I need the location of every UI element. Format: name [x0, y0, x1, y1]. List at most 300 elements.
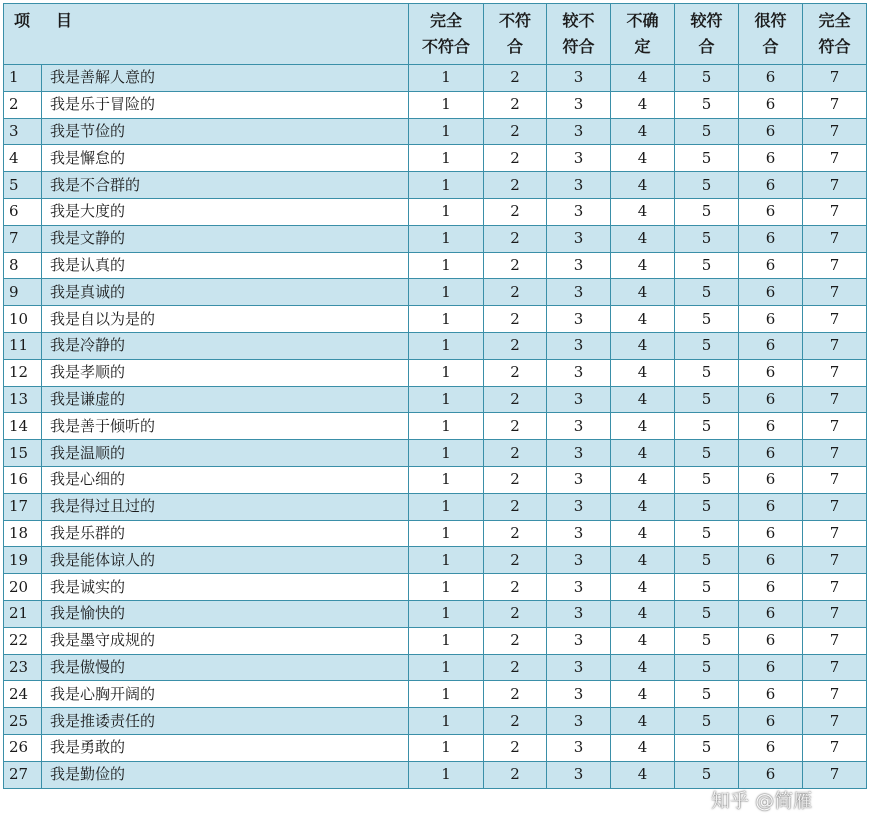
table-row — [4, 574, 867, 601]
scale-option-5[interactable]: 5 — [675, 279, 739, 306]
header-scale-6-line1: 很符 — [754, 11, 787, 30]
scale-option-2[interactable]: 2 — [484, 252, 547, 279]
scale-option-2[interactable]: 2 — [484, 172, 547, 199]
scale-option-2[interactable]: 2 — [484, 306, 547, 333]
scale-option-3[interactable]: 3 — [547, 386, 611, 413]
scale-option-5[interactable]: 5 — [675, 306, 739, 333]
row-item-text: 我是心胸开阔的 — [42, 681, 409, 708]
scale-option-7[interactable]: 7 — [803, 91, 867, 118]
scale-option-2[interactable]: 2 — [484, 145, 547, 172]
scale-option-7[interactable]: 7 — [803, 466, 867, 493]
scale-option-1[interactable]: 1 — [409, 547, 484, 574]
row-number: 17 — [4, 493, 42, 520]
scale-option-1[interactable]: 1 — [409, 761, 484, 788]
row-number: 4 — [4, 145, 42, 172]
scale-option-4[interactable]: 4 — [611, 145, 675, 172]
row-number: 15 — [4, 440, 42, 467]
scale-option-5[interactable]: 5 — [675, 734, 739, 761]
scale-option-5[interactable]: 5 — [675, 172, 739, 199]
scale-option-4[interactable]: 4 — [611, 413, 675, 440]
scale-option-4[interactable]: 4 — [611, 65, 675, 92]
scale-option-4[interactable]: 4 — [611, 386, 675, 413]
scale-option-5[interactable]: 5 — [675, 198, 739, 225]
scale-option-6[interactable]: 6 — [739, 734, 803, 761]
scale-option-6[interactable]: 6 — [739, 761, 803, 788]
header-scale-2-line1: 不符 — [499, 11, 532, 30]
row-number: 3 — [4, 118, 42, 145]
scale-option-1[interactable]: 1 — [409, 627, 484, 654]
scale-option-1[interactable]: 1 — [409, 172, 484, 199]
row-item-text: 我是文静的 — [42, 225, 409, 252]
scale-option-6[interactable]: 6 — [739, 65, 803, 92]
scale-option-3[interactable]: 3 — [547, 332, 611, 359]
scale-option-3[interactable]: 3 — [547, 359, 611, 386]
scale-option-1[interactable]: 1 — [409, 708, 484, 735]
scale-option-1[interactable]: 1 — [409, 252, 484, 279]
scale-option-5[interactable]: 5 — [675, 761, 739, 788]
scale-option-7[interactable]: 7 — [803, 65, 867, 92]
scale-option-2[interactable]: 2 — [484, 708, 547, 735]
scale-option-5[interactable]: 5 — [675, 547, 739, 574]
scale-option-2[interactable]: 2 — [484, 761, 547, 788]
scale-option-5[interactable]: 5 — [675, 440, 739, 467]
row-item-text: 我是墨守成规的 — [42, 627, 409, 654]
row-number: 2 — [4, 91, 42, 118]
row-number: 21 — [4, 600, 42, 627]
header-scale-4-line1: 不确 — [626, 11, 659, 30]
scale-option-6[interactable]: 6 — [739, 654, 803, 681]
row-item-text: 我是谦虚的 — [42, 386, 409, 413]
row-item-text: 我是节俭的 — [42, 118, 409, 145]
scale-option-4[interactable]: 4 — [611, 252, 675, 279]
scale-option-3[interactable]: 3 — [547, 413, 611, 440]
row-item-text: 我是诚实的 — [42, 574, 409, 601]
scale-option-6[interactable]: 6 — [739, 172, 803, 199]
scale-option-6[interactable]: 6 — [739, 681, 803, 708]
scale-option-5[interactable]: 5 — [675, 332, 739, 359]
scale-option-7[interactable]: 7 — [803, 761, 867, 788]
table-row — [4, 681, 867, 708]
header-scale-4 — [611, 4, 675, 65]
scale-option-6[interactable]: 6 — [739, 306, 803, 333]
header-item-b: 目 — [56, 11, 73, 30]
scale-option-5[interactable]: 5 — [675, 708, 739, 735]
row-item-text: 我是勤俭的 — [42, 761, 409, 788]
header-scale-5 — [675, 4, 739, 65]
table-body — [4, 65, 867, 789]
header-scale-2 — [484, 4, 547, 65]
row-number: 27 — [4, 761, 42, 788]
row-item-text: 我是善于倾听的 — [42, 413, 409, 440]
scale-option-6[interactable]: 6 — [739, 440, 803, 467]
scale-option-7[interactable]: 7 — [803, 386, 867, 413]
scale-option-4[interactable]: 4 — [611, 493, 675, 520]
row-number: 13 — [4, 386, 42, 413]
table-row — [4, 306, 867, 333]
scale-option-1[interactable]: 1 — [409, 225, 484, 252]
scale-option-5[interactable]: 5 — [675, 600, 739, 627]
scale-option-2[interactable]: 2 — [484, 440, 547, 467]
scale-option-4[interactable]: 4 — [611, 627, 675, 654]
header-scale-2-line2: 合 — [507, 37, 524, 56]
scale-option-4[interactable]: 4 — [611, 332, 675, 359]
scale-option-4[interactable]: 4 — [611, 708, 675, 735]
table-row — [4, 493, 867, 520]
scale-option-5[interactable]: 5 — [675, 252, 739, 279]
scale-option-3[interactable]: 3 — [547, 547, 611, 574]
scale-option-3[interactable]: 3 — [547, 306, 611, 333]
scale-option-5[interactable]: 5 — [675, 627, 739, 654]
scale-option-7[interactable]: 7 — [803, 332, 867, 359]
table-row — [4, 145, 867, 172]
scale-option-5[interactable]: 5 — [675, 413, 739, 440]
scale-option-6[interactable]: 6 — [739, 198, 803, 225]
scale-option-6[interactable]: 6 — [739, 627, 803, 654]
scale-option-1[interactable]: 1 — [409, 440, 484, 467]
personality-questionnaire-table — [3, 3, 867, 789]
scale-option-7[interactable]: 7 — [803, 413, 867, 440]
scale-option-1[interactable]: 1 — [409, 413, 484, 440]
table-row — [4, 520, 867, 547]
table-row — [4, 734, 867, 761]
scale-option-2[interactable]: 2 — [484, 654, 547, 681]
scale-option-2[interactable]: 2 — [484, 332, 547, 359]
scale-option-4[interactable]: 4 — [611, 547, 675, 574]
scale-option-1[interactable]: 1 — [409, 332, 484, 359]
scale-option-3[interactable]: 3 — [547, 520, 611, 547]
header-scale-7-line2: 符合 — [818, 37, 851, 56]
scale-option-4[interactable]: 4 — [611, 225, 675, 252]
table-row — [4, 761, 867, 788]
scale-option-7[interactable]: 7 — [803, 493, 867, 520]
row-number: 23 — [4, 654, 42, 681]
scale-option-3[interactable]: 3 — [547, 145, 611, 172]
scale-option-2[interactable]: 2 — [484, 198, 547, 225]
row-item-text: 我是傲慢的 — [42, 654, 409, 681]
row-item-text: 我是大度的 — [42, 198, 409, 225]
row-item-text: 我是温顺的 — [42, 440, 409, 467]
row-number: 20 — [4, 574, 42, 601]
table-row — [4, 547, 867, 574]
scale-option-3[interactable]: 3 — [547, 493, 611, 520]
table-row — [4, 708, 867, 735]
row-number: 16 — [4, 466, 42, 493]
row-number: 11 — [4, 332, 42, 359]
scale-option-1[interactable]: 1 — [409, 279, 484, 306]
scale-option-1[interactable]: 1 — [409, 386, 484, 413]
table-row — [4, 359, 867, 386]
scale-option-4[interactable]: 4 — [611, 681, 675, 708]
scale-option-2[interactable]: 2 — [484, 279, 547, 306]
scale-option-4[interactable]: 4 — [611, 279, 675, 306]
scale-option-5[interactable]: 5 — [675, 225, 739, 252]
scale-option-6[interactable]: 6 — [739, 359, 803, 386]
row-item-text: 我是不合群的 — [42, 172, 409, 199]
scale-option-5[interactable]: 5 — [675, 145, 739, 172]
scale-option-2[interactable]: 2 — [484, 225, 547, 252]
scale-option-2[interactable]: 2 — [484, 600, 547, 627]
scale-option-5[interactable]: 5 — [675, 118, 739, 145]
scale-option-6[interactable]: 6 — [739, 386, 803, 413]
row-number: 1 — [4, 65, 42, 92]
scale-option-3[interactable]: 3 — [547, 440, 611, 467]
scale-option-6[interactable]: 6 — [739, 118, 803, 145]
scale-option-5[interactable]: 5 — [675, 574, 739, 601]
header-scale-3 — [547, 4, 611, 65]
scale-option-3[interactable]: 3 — [547, 708, 611, 735]
row-item-text: 我是勇敢的 — [42, 734, 409, 761]
scale-option-7[interactable]: 7 — [803, 225, 867, 252]
scale-option-7[interactable]: 7 — [803, 520, 867, 547]
row-number: 12 — [4, 359, 42, 386]
header-scale-4-line2: 定 — [634, 37, 651, 56]
scale-option-5[interactable]: 5 — [675, 466, 739, 493]
watermark-author: 简雁 — [774, 790, 813, 812]
header-scale-5-line2: 合 — [698, 37, 715, 56]
scale-option-4[interactable]: 4 — [611, 91, 675, 118]
scale-option-6[interactable]: 6 — [739, 600, 803, 627]
scale-option-7[interactable]: 7 — [803, 600, 867, 627]
scale-option-7[interactable]: 7 — [803, 118, 867, 145]
table-row — [4, 279, 867, 306]
row-number: 7 — [4, 225, 42, 252]
scale-option-1[interactable]: 1 — [409, 493, 484, 520]
scale-option-2[interactable]: 2 — [484, 91, 547, 118]
scale-option-6[interactable]: 6 — [739, 547, 803, 574]
table-row — [4, 413, 867, 440]
table-row — [4, 172, 867, 199]
header-item-a: 项 — [14, 11, 31, 30]
scale-option-5[interactable]: 5 — [675, 520, 739, 547]
scale-option-7[interactable]: 7 — [803, 681, 867, 708]
scale-option-6[interactable]: 6 — [739, 145, 803, 172]
scale-option-3[interactable]: 3 — [547, 654, 611, 681]
scale-option-7[interactable]: 7 — [803, 627, 867, 654]
scale-option-4[interactable]: 4 — [611, 359, 675, 386]
scale-option-3[interactable]: 3 — [547, 574, 611, 601]
table-row — [4, 440, 867, 467]
scale-option-1[interactable]: 1 — [409, 118, 484, 145]
scale-option-7[interactable]: 7 — [803, 440, 867, 467]
scale-option-1[interactable]: 1 — [409, 65, 484, 92]
row-number: 8 — [4, 252, 42, 279]
scale-option-3[interactable]: 3 — [547, 198, 611, 225]
table-row — [4, 654, 867, 681]
row-number: 6 — [4, 198, 42, 225]
scale-option-3[interactable]: 3 — [547, 225, 611, 252]
scale-option-4[interactable]: 4 — [611, 520, 675, 547]
scale-option-4[interactable]: 4 — [611, 734, 675, 761]
scale-option-7[interactable]: 7 — [803, 574, 867, 601]
scale-option-7[interactable]: 7 — [803, 198, 867, 225]
scale-option-6[interactable]: 6 — [739, 252, 803, 279]
scale-option-3[interactable]: 3 — [547, 734, 611, 761]
header-scale-1-line1: 完全 — [430, 11, 463, 30]
scale-option-2[interactable]: 2 — [484, 520, 547, 547]
scale-option-1[interactable]: 1 — [409, 466, 484, 493]
scale-option-5[interactable]: 5 — [675, 65, 739, 92]
scale-option-6[interactable]: 6 — [739, 332, 803, 359]
scale-option-1[interactable]: 1 — [409, 520, 484, 547]
questionnaire-table-container — [3, 3, 866, 789]
row-item-text: 我是善解人意的 — [42, 65, 409, 92]
table-row — [4, 91, 867, 118]
scale-option-1[interactable]: 1 — [409, 600, 484, 627]
scale-option-2[interactable]: 2 — [484, 359, 547, 386]
scale-option-4[interactable]: 4 — [611, 574, 675, 601]
scale-option-5[interactable]: 5 — [675, 359, 739, 386]
scale-option-3[interactable]: 3 — [547, 681, 611, 708]
header-scale-6 — [739, 4, 803, 65]
scale-option-2[interactable]: 2 — [484, 681, 547, 708]
scale-option-2[interactable]: 2 — [484, 118, 547, 145]
scale-option-5[interactable]: 5 — [675, 91, 739, 118]
row-item-text: 我是乐于冒险的 — [42, 91, 409, 118]
scale-option-6[interactable]: 6 — [739, 708, 803, 735]
scale-option-3[interactable]: 3 — [547, 627, 611, 654]
header-row — [4, 4, 867, 65]
scale-option-7[interactable]: 7 — [803, 547, 867, 574]
row-item-text: 我是推诿责任的 — [42, 708, 409, 735]
table-row — [4, 332, 867, 359]
scale-option-4[interactable]: 4 — [611, 172, 675, 199]
scale-option-4[interactable]: 4 — [611, 654, 675, 681]
scale-option-2[interactable]: 2 — [484, 386, 547, 413]
row-number: 24 — [4, 681, 42, 708]
scale-option-2[interactable]: 2 — [484, 413, 547, 440]
scale-option-1[interactable]: 1 — [409, 654, 484, 681]
row-number: 14 — [4, 413, 42, 440]
scale-option-3[interactable]: 3 — [547, 279, 611, 306]
scale-option-5[interactable]: 5 — [675, 654, 739, 681]
scale-option-7[interactable]: 7 — [803, 359, 867, 386]
scale-option-2[interactable]: 2 — [484, 493, 547, 520]
row-item-text: 我是真诚的 — [42, 279, 409, 306]
scale-option-2[interactable]: 2 — [484, 734, 547, 761]
scale-option-3[interactable]: 3 — [547, 252, 611, 279]
header-scale-1 — [409, 4, 484, 65]
scale-option-2[interactable]: 2 — [484, 627, 547, 654]
table-row — [4, 65, 867, 92]
watermark — [711, 786, 812, 813]
scale-option-4[interactable]: 4 — [611, 761, 675, 788]
scale-option-3[interactable]: 3 — [547, 761, 611, 788]
scale-option-7[interactable]: 7 — [803, 708, 867, 735]
scale-option-1[interactable]: 1 — [409, 359, 484, 386]
row-item-text: 我是乐群的 — [42, 520, 409, 547]
row-item-text: 我是能体谅人的 — [42, 547, 409, 574]
row-number: 19 — [4, 547, 42, 574]
scale-option-2[interactable]: 2 — [484, 466, 547, 493]
row-item-text: 我是自以为是的 — [42, 306, 409, 333]
scale-option-1[interactable]: 1 — [409, 574, 484, 601]
row-item-text: 我是得过且过的 — [42, 493, 409, 520]
scale-option-7[interactable]: 7 — [803, 145, 867, 172]
scale-option-3[interactable]: 3 — [547, 91, 611, 118]
scale-option-6[interactable]: 6 — [739, 225, 803, 252]
scale-option-4[interactable]: 4 — [611, 466, 675, 493]
scale-option-5[interactable]: 5 — [675, 681, 739, 708]
table-row — [4, 198, 867, 225]
scale-option-2[interactable]: 2 — [484, 547, 547, 574]
table-row — [4, 225, 867, 252]
scale-option-4[interactable]: 4 — [611, 440, 675, 467]
table-row — [4, 627, 867, 654]
scale-option-4[interactable]: 4 — [611, 600, 675, 627]
row-number: 5 — [4, 172, 42, 199]
scale-option-7[interactable]: 7 — [803, 306, 867, 333]
row-item-text: 我是心细的 — [42, 466, 409, 493]
watermark-site: 知乎 — [711, 790, 750, 812]
row-number: 18 — [4, 520, 42, 547]
scale-option-5[interactable]: 5 — [675, 386, 739, 413]
row-number: 26 — [4, 734, 42, 761]
scale-option-1[interactable]: 1 — [409, 91, 484, 118]
scale-option-3[interactable]: 3 — [547, 65, 611, 92]
scale-option-7[interactable]: 7 — [803, 654, 867, 681]
scale-option-3[interactable]: 3 — [547, 466, 611, 493]
scale-option-3[interactable]: 3 — [547, 118, 611, 145]
scale-option-1[interactable]: 1 — [409, 306, 484, 333]
scale-option-6[interactable]: 6 — [739, 574, 803, 601]
scale-option-6[interactable]: 6 — [739, 493, 803, 520]
scale-option-3[interactable]: 3 — [547, 600, 611, 627]
scale-option-5[interactable]: 5 — [675, 493, 739, 520]
table-row — [4, 600, 867, 627]
header-scale-7 — [803, 4, 867, 65]
scale-option-7[interactable]: 7 — [803, 252, 867, 279]
table-row — [4, 252, 867, 279]
scale-option-6[interactable]: 6 — [739, 279, 803, 306]
header-scale-5-line1: 较符 — [690, 11, 723, 30]
row-item-text: 我是冷静的 — [42, 332, 409, 359]
scale-option-4[interactable]: 4 — [611, 118, 675, 145]
table-row — [4, 386, 867, 413]
scale-option-7[interactable]: 7 — [803, 172, 867, 199]
scale-option-2[interactable]: 2 — [484, 574, 547, 601]
scale-option-4[interactable]: 4 — [611, 198, 675, 225]
scale-option-6[interactable]: 6 — [739, 520, 803, 547]
row-item-text: 我是愉快的 — [42, 600, 409, 627]
row-number: 9 — [4, 279, 42, 306]
header-scale-3-line2: 符合 — [562, 37, 595, 56]
table-row — [4, 466, 867, 493]
row-number: 22 — [4, 627, 42, 654]
row-item-text: 我是认真的 — [42, 252, 409, 279]
scale-option-4[interactable]: 4 — [611, 306, 675, 333]
scale-option-6[interactable]: 6 — [739, 466, 803, 493]
scale-option-1[interactable]: 1 — [409, 734, 484, 761]
scale-option-6[interactable]: 6 — [739, 413, 803, 440]
row-item-text: 我是懈怠的 — [42, 145, 409, 172]
watermark-at: @ — [755, 790, 775, 812]
table-row — [4, 118, 867, 145]
scale-option-2[interactable]: 2 — [484, 65, 547, 92]
header-scale-1-line2: 不符合 — [422, 37, 471, 56]
header-item — [4, 4, 409, 65]
row-number: 25 — [4, 708, 42, 735]
scale-option-7[interactable]: 7 — [803, 279, 867, 306]
scale-option-1[interactable]: 1 — [409, 198, 484, 225]
scale-option-1[interactable]: 1 — [409, 145, 484, 172]
scale-option-1[interactable]: 1 — [409, 681, 484, 708]
table-header — [4, 4, 867, 65]
header-scale-6-line2: 合 — [762, 37, 779, 56]
header-scale-7-line1: 完全 — [818, 11, 851, 30]
scale-option-6[interactable]: 6 — [739, 91, 803, 118]
scale-option-3[interactable]: 3 — [547, 172, 611, 199]
scale-option-7[interactable]: 7 — [803, 734, 867, 761]
